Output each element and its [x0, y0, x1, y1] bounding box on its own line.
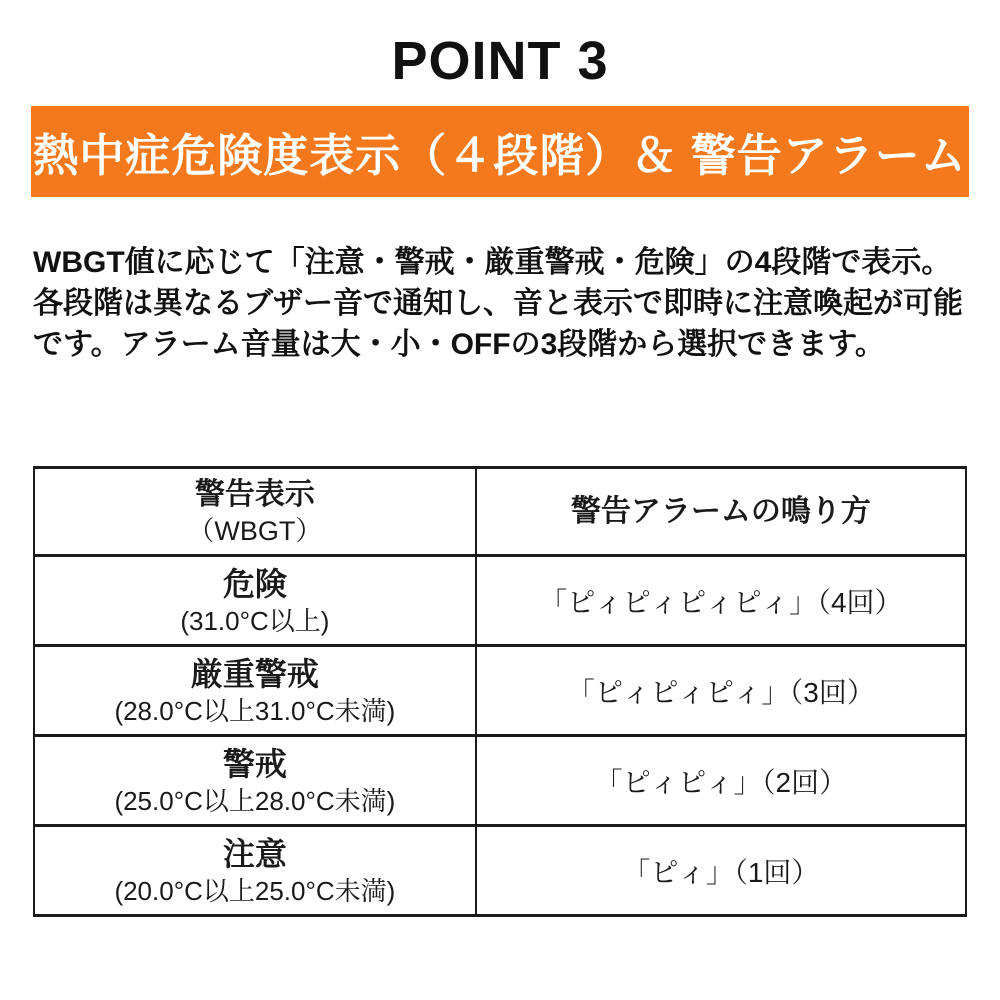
header-alarm-pattern-label: 警告アラームの鳴り方 [570, 494, 871, 528]
description-paragraph [33, 242, 967, 365]
banner [31, 106, 969, 197]
header-alarm-pattern [476, 468, 966, 556]
header-wbgt-label: （WBGT） [187, 515, 323, 546]
level-label: 危険 [222, 565, 287, 602]
cell-alarm-warning: 「ピィピィ」（2回） [476, 736, 966, 826]
alarm-table-wrap [33, 466, 967, 917]
cell-alarm-severe-warning: 「ピィピィピィ」（3回） [476, 646, 966, 736]
level-range: (31.0°C以上) [180, 605, 330, 636]
page-title: POINT 3 [391, 31, 609, 91]
description-line: WBGT値に応じて「注意・警戒・厳重警戒・危険」の4段階で表示。 [33, 246, 952, 279]
cell-level-warning [34, 736, 476, 826]
infographic-page [0, 30, 1000, 1000]
description-line: です。アラーム音量は大・小・OFFの3段階から選択できます。 [33, 328, 885, 361]
level-label: 警戒 [222, 745, 287, 782]
table-row-warning [34, 736, 966, 826]
description-line: 各段階は異なるブザー音で通知し、音と表示で即時に注意喚起が可能 [33, 287, 963, 320]
cell-level-danger [34, 556, 476, 646]
header-warning-display-label: 警告表示 [194, 477, 315, 511]
level-range: (20.0°C以上25.0°C未満) [114, 875, 396, 906]
table-header-row [34, 468, 966, 556]
table-row-danger [34, 556, 966, 646]
cell-alarm-danger: 「ピィピィピィピィ」（4回） [476, 556, 966, 646]
cell-level-caution [34, 826, 476, 916]
alarm-table [33, 466, 967, 917]
cell-level-severe-warning [34, 646, 476, 736]
table-row-caution [34, 826, 966, 916]
banner-text: 熱中症危険度表示（４段階）＆ 警告アラーム [33, 130, 967, 181]
level-range: (25.0°C以上28.0°C未満) [114, 785, 396, 816]
level-label: 注意 [222, 835, 287, 872]
table-row-severe-warning [34, 646, 966, 736]
level-label: 厳重警戒 [190, 655, 319, 692]
header-warning-display [34, 468, 476, 556]
level-range: (28.0°C以上31.0°C未満) [114, 695, 396, 726]
cell-alarm-caution: 「ピィ」（1回） [476, 826, 966, 916]
